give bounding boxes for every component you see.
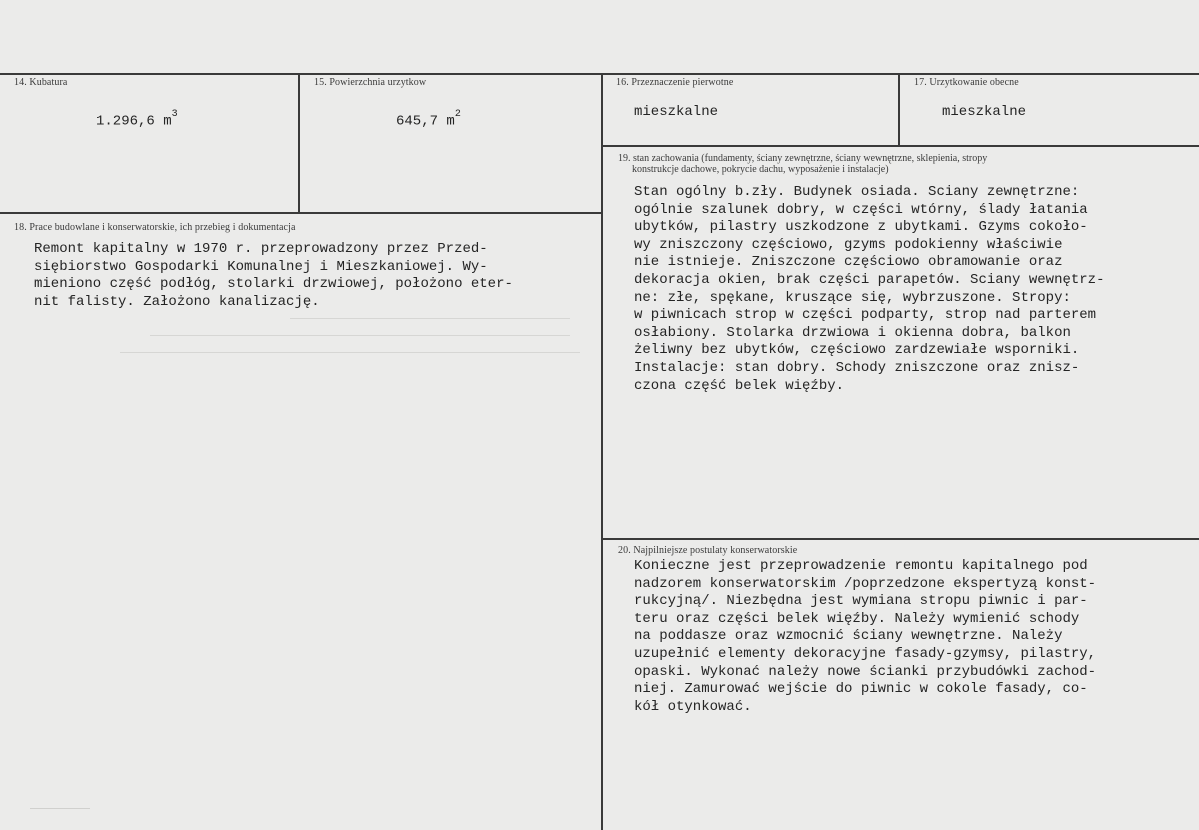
divider-center [601,73,603,830]
text-line: teru oraz części belek więźby. Należy wymienić schody [634,610,1080,627]
text-line: Konieczne jest przeprowadzenie remontu kapitalnego pod [634,558,1088,574]
text-line: ubytków, pilastry uszkodzone z ubytkami. Gzyms cokoło- [634,219,1088,236]
text-line: dekoracja okien, brak części parapetów. Sciany wewnętrz- [634,271,1105,288]
text-line: w piwnicach strop w części podparty, strop nad parterem [634,307,1097,324]
show-through-line [150,335,570,336]
text-line: rukcyjną/. Niezbędna jest wymiana stropu piwnic i par- [634,593,1088,610]
text-line: ogólnie szalunek dobry, w części wtórny, ślady łatania [634,201,1088,218]
text-line: uzupełnić elementy dekoracyjne fasady-gzymsy, pilastry, [634,645,1097,662]
kubatura-value: 1.296,6 m [96,113,172,130]
field-14-value [96,109,178,130]
field-16-label: 16. Przeznaczenie pierwotne [616,77,734,88]
rule-under-19 [601,538,1199,540]
divider-14-15 [298,73,300,213]
field-14-label: 14. Kubatura [14,77,68,88]
text-line: żeliwny bez ubytków, częściowo zardzewiałe wsporniki. [634,342,1080,359]
text-line: siębiorstwo Gospodarki Komunalnej i Mieszkaniowej. Wy- [34,258,488,275]
powierzchnia-value: 645,7 m [396,113,455,130]
field-18-text [34,241,513,311]
powierzchnia-exponent: 2 [454,109,461,120]
text-line: na poddasze oraz wzmocnić ściany wewnętrzne. Należy [634,628,1063,645]
field-20-label: 20. Najpilniejsze postulaty konserwatorskie [618,545,798,556]
field-17-value: mieszkalne [942,104,1027,120]
text-line: ne: złe, spękane, kruszące się, wybrzuszone. Stropy: [634,289,1071,306]
text-line: opaski. Wykonać należy nowe ścianki przybudówki zachod- [634,663,1097,680]
text-line: czona część belek więźby. [634,377,845,394]
kubatura-exponent: 3 [171,109,178,120]
text-line: nadzorem konserwatorskim /poprzedzone ekspertyzą konst- [634,575,1097,592]
field-15-label: 15. Powierzchnia urzytkow [314,77,427,88]
field-17-label: 17. Urzytkowanie obecne [914,77,1019,88]
field-15-value [396,109,461,130]
show-through-line [120,352,580,353]
text-line: mieniono część podłóg, stolarki drzwiowej, położono eter- [34,276,513,293]
text-line: wy zniszczony częściowo, gzyms podokienny właściwie [634,236,1063,253]
field-19-label-line1: 19. stan zachowania (fundamenty, ściany zewnętrzne, ściany wewnętrzne, sklepienia, stropy [618,153,988,164]
footer-mark [30,808,90,809]
text-line: kół otynkować. [634,698,752,715]
text-line: Remont kapitalny w 1970 r. przeprowadzony przez Przed- [34,241,488,257]
show-through-line [290,318,570,319]
field-19-label-line2: konstrukcje dachowe, pokrycie dachu, wyposażenie i instalacje) [632,164,889,175]
text-line: Instalacje: stan dobry. Schody zniszczone oraz znisz- [634,359,1080,376]
text-line: nie istnieje. Zniszczone częściowo obramowanie oraz [634,254,1063,271]
text-line: Stan ogólny b.zły. Budynek osiada. Sciany zewnętrzne: [634,184,1080,200]
text-line: niej. Zamurować wejście do piwnic w cokole fasady, co- [634,681,1088,698]
rule-under-14-15 [0,212,603,214]
field-18-label: 18. Prace budowlane i konserwatorskie, ich przebieg i dokumentacja [14,222,296,233]
field-19-label [618,153,987,175]
text-line: osłabiony. Stolarka drzwiowa i okienna dobra, balkon [634,324,1071,341]
field-19-text [634,184,1104,395]
top-rule [0,73,1199,75]
text-line: nit falisty. Założono kanalizację. [34,293,320,310]
field-20-text [634,558,1096,716]
divider-16-17 [898,73,900,145]
field-16-value: mieszkalne [634,104,719,120]
rule-under-16-17 [601,145,1199,147]
